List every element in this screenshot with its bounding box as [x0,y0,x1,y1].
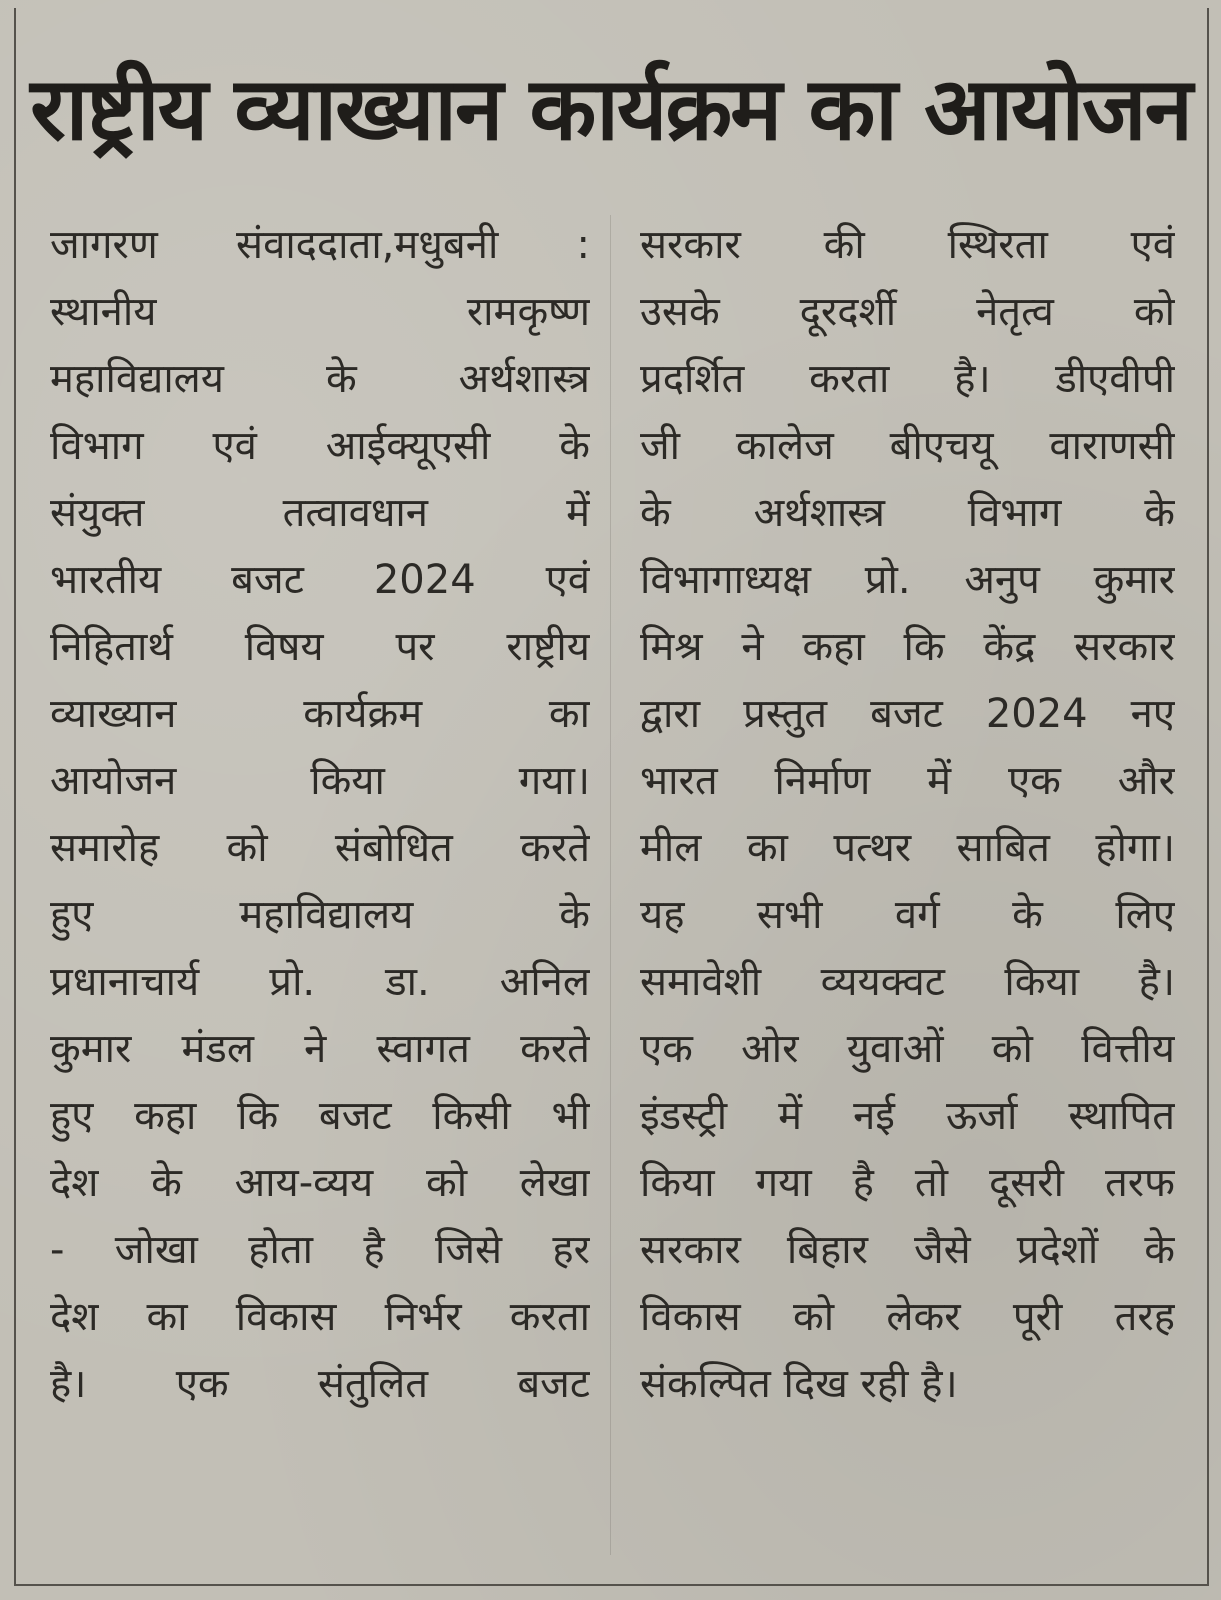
article-line: देश के आय-व्यय को लेखा [50,1160,590,1206]
article-line: एक ओर युवाओं को वित्तीय [640,1026,1175,1072]
article-line: प्रदर्शित करता है। डीएवीपी [640,356,1175,402]
article-line: विभाग एवं आईक्यूएसी के [50,423,590,469]
article-line: - जोखा होता है जिसे हर [50,1227,590,1273]
article-line: स्थानीय रामकृष्ण [50,289,590,335]
article-line: समारोह को संबोधित करते [50,825,590,871]
article-line: उसके दूरदर्शी नेतृत्व को [640,289,1175,335]
article-line: सरकार की स्थिरता एवं [640,222,1175,268]
article-line: प्रधानाचार्य प्रो. डा. अनिल [50,959,590,1005]
article-line: हुए महाविद्यालय के [50,892,590,938]
article-line: संयुक्त तत्वावधान में [50,490,590,536]
article-line: यह सभी वर्ग के लिए [640,892,1175,938]
article-line: मिश्र ने कहा कि केंद्र सरकार [640,624,1175,670]
column-gutter [610,215,611,1555]
article-line: देश का विकास निर्भर करता [50,1294,590,1340]
article-line: है। एक संतुलित बजट [50,1361,590,1407]
article-line: आयोजन किया गया। [50,758,590,804]
article-line: समावेशी व्ययक्वट किया है। [640,959,1175,1005]
article-line: किया गया है तो दूसरी तरफ [640,1160,1175,1206]
article-line: संकल्पित दिख रही है। [640,1361,958,1407]
article-line: हुए कहा कि बजट किसी भी [50,1093,590,1139]
article-line: महाविद्यालय के अर्थशास्त्र [50,356,590,402]
article-line: कुमार मंडल ने स्वागत करते [50,1026,590,1072]
article-line: व्याख्यान कार्यक्रम का [50,691,590,737]
article-line: भारतीय बजट 2024 एवं [50,557,590,603]
headline: राष्ट्रीय व्याख्यान कार्यक्रम का आयोजन [30,58,1191,160]
article-line: जी कालेज बीएचयू वाराणसी [640,423,1175,469]
article-line: सरकार बिहार जैसे प्रदेशों के [640,1227,1175,1273]
article-line: निहितार्थ विषय पर राष्ट्रीय [50,624,590,670]
article-left-column [50,212,590,1572]
article-line: इंडस्ट्री में नई ऊर्जा स्थापित [640,1093,1175,1139]
article-line: के अर्थशास्त्र विभाग के [640,490,1175,536]
article-line: द्वारा प्रस्तुत बजट 2024 नए [640,691,1175,737]
article-line: जागरण संवाददाता,मधुबनी : [50,222,590,268]
article-line: भारत निर्माण में एक और [640,758,1175,804]
article-line: मील का पत्थर साबित होगा। [640,825,1175,871]
article-line: विभागाध्यक्ष प्रो. अनुप कुमार [640,557,1175,603]
article-line: विकास को लेकर पूरी तरह [640,1294,1175,1340]
article-right-column [640,212,1175,1572]
